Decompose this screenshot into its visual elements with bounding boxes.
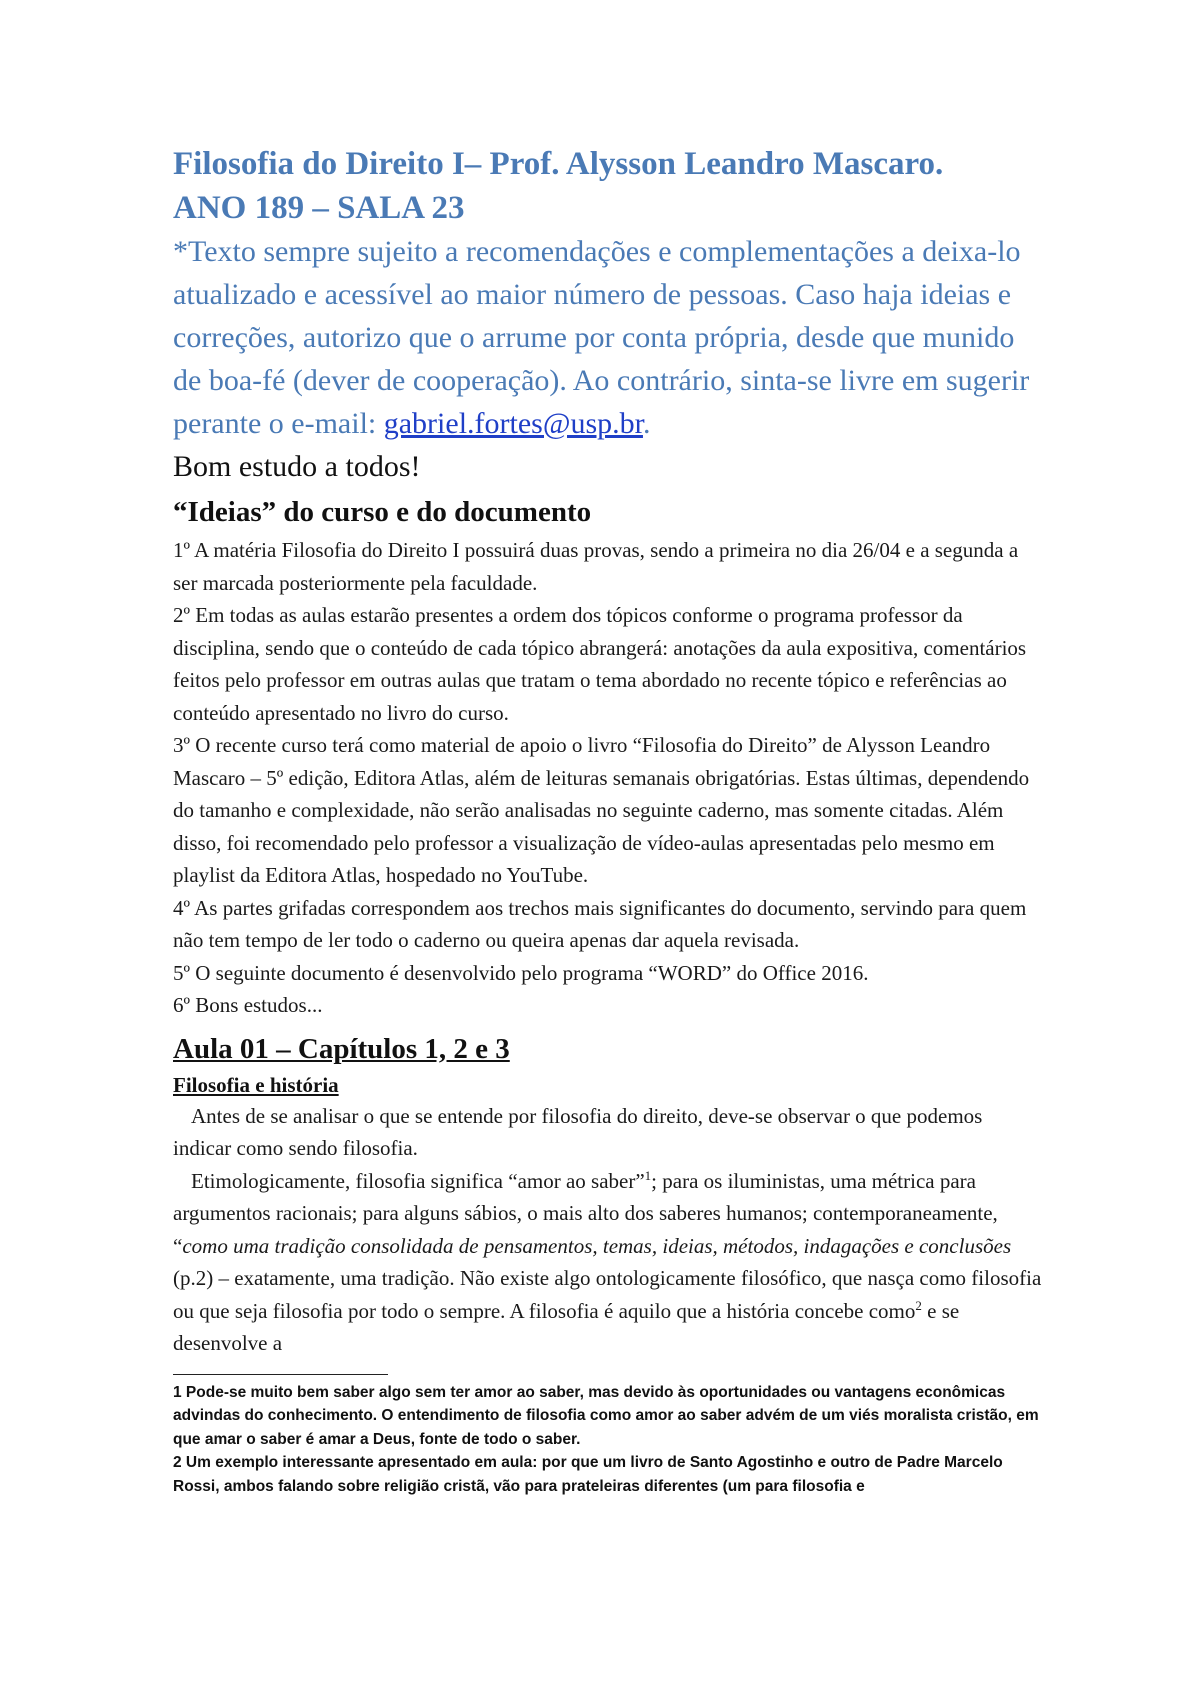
ideas-heading: “Ideias” do curso e do documento <box>173 496 592 528</box>
ideas-item-6: 6º Bons estudos... <box>173 993 323 1017</box>
document-title-line-1: Filosofia do Direito I– Prof. Alysson Leandro Mascaro. <box>173 146 944 182</box>
footnote-2: 2 Um exemplo interessante apresentado em aula: por que um livro de Santo Agostinho e outro de Padre Marcelo Rossi, ambos falando sobre religião cristã, vão para prateleiras diferentes (um para filosofia e <box>173 1454 1003 1495</box>
ideas-item-4: 4º As partes grifadas correspondem aos trechos mais significantes do documento, servindo para quem não tem tempo de ler todo o caderno ou queira apenas dar aquela revisada. <box>173 895 1027 952</box>
document-page <box>173 142 1043 1498</box>
document-title-line-2: ANO 189 – SALA 23 <box>173 190 465 226</box>
lesson-p2-part-b: ; para os iluministas, uma métrica para argumentos racionais; para alguns sábios, o mais alto dos saberes humanos; contemporaneamente, “ <box>173 1168 998 1258</box>
lesson-p2-part-c: (p.2) – exatamente, uma tradição. Não existe algo ontologicamente filosófico, que nasça como filosofia ou que seja filosofia por todo o sempre. A filosofia é aquilo que a história concebe como <box>173 1266 1042 1323</box>
footnote-1: 1 Pode-se muito bem saber algo sem ter amor ao saber, mas devido às oportunidades ou vantagens econômicas advindas do conhecimento. O entendimento de filosofia como amor ao saber advém de um viés moralista cristão, em que amar o saber é amar a Deus, fonte de todo o saber. <box>173 1383 1039 1448</box>
lesson-paragraph-1: Antes de se analisar o que se entende por filosofia do direito, deve-se observar o que podemos indicar como sendo filosofia. <box>173 1103 983 1160</box>
ideas-item-3: 3º O recente curso terá como material de apoio o livro “Filosofia do Direito” de Alysson Leandro Mascaro – 5º edição, Editora Atlas, além de leituras semanais obrigatórias. Estas últimas, dependendo do tamanho e complexidade, não serão analisadas no seguinte caderno, mas somente citadas. Além disso, foi recomendado pelo professor a visualização de vídeo-aulas apresentadas pelo mesmo em playlist da Editora Atlas, hospedado no YouTube. <box>173 733 1030 887</box>
intro-end: . <box>642 407 651 440</box>
lesson-p2-italic-quote: como uma tradição consolidada de pensamentos, temas, ideias, métodos, indagações e conclusões <box>182 1233 1012 1258</box>
lesson-subheading: Filosofia e história <box>173 1072 339 1097</box>
intro-paragraph <box>173 230 1043 445</box>
lesson-heading: Aula 01 – Capítulos 1, 2 e 3 <box>173 1032 510 1065</box>
greeting: Bom estudo a todos! <box>173 450 421 483</box>
footnote-ref-1[interactable]: 1 <box>644 1167 652 1183</box>
intro-text: *Texto sempre sujeito a recomendações e complementações a deixa-lo atualizado e acessível ao maior número de pessoas. Caso haja ideias e correções, autorizo que o arrume por conta própria, desde que munido de boa-fé (dever de cooperação). Ao contrário, sinta-se livre em sugerir perante o e-mail: <box>173 235 1030 440</box>
ideas-item-2: 2º Em todas as aulas estarão presentes a ordem dos tópicos conforme o programa professor da disciplina, sendo que o conteúdo de cada tópico abrangerá: anotações da aula expositiva, comentários feitos pelo professor em outras aulas que tratam o tema abordado no recente tópico e referências ao conteúdo apresentado no livro do curso. <box>173 603 1027 725</box>
footnote-ref-2[interactable]: 2 <box>915 1297 922 1313</box>
lesson-p2-part-d: e se desenvolve a <box>173 1298 960 1355</box>
ideas-item-1: 1º A matéria Filosofia do Direito I possuirá duas provas, sendo a primeira no dia 26/04 e a segunda a ser marcada posteriormente pela faculdade. <box>173 538 1019 595</box>
lesson-p2-part-a: Etimologicamente, filosofia significa “amor ao saber” <box>191 1168 645 1193</box>
footnote-separator <box>173 1374 388 1375</box>
ideas-item-5: 5º O seguinte documento é desenvolvido pelo programa “WORD” do Office 2016. <box>173 960 869 985</box>
lesson-paragraph-2 <box>173 1165 1043 1360</box>
email-link[interactable]: gabriel.fortes@usp.br <box>383 407 643 440</box>
